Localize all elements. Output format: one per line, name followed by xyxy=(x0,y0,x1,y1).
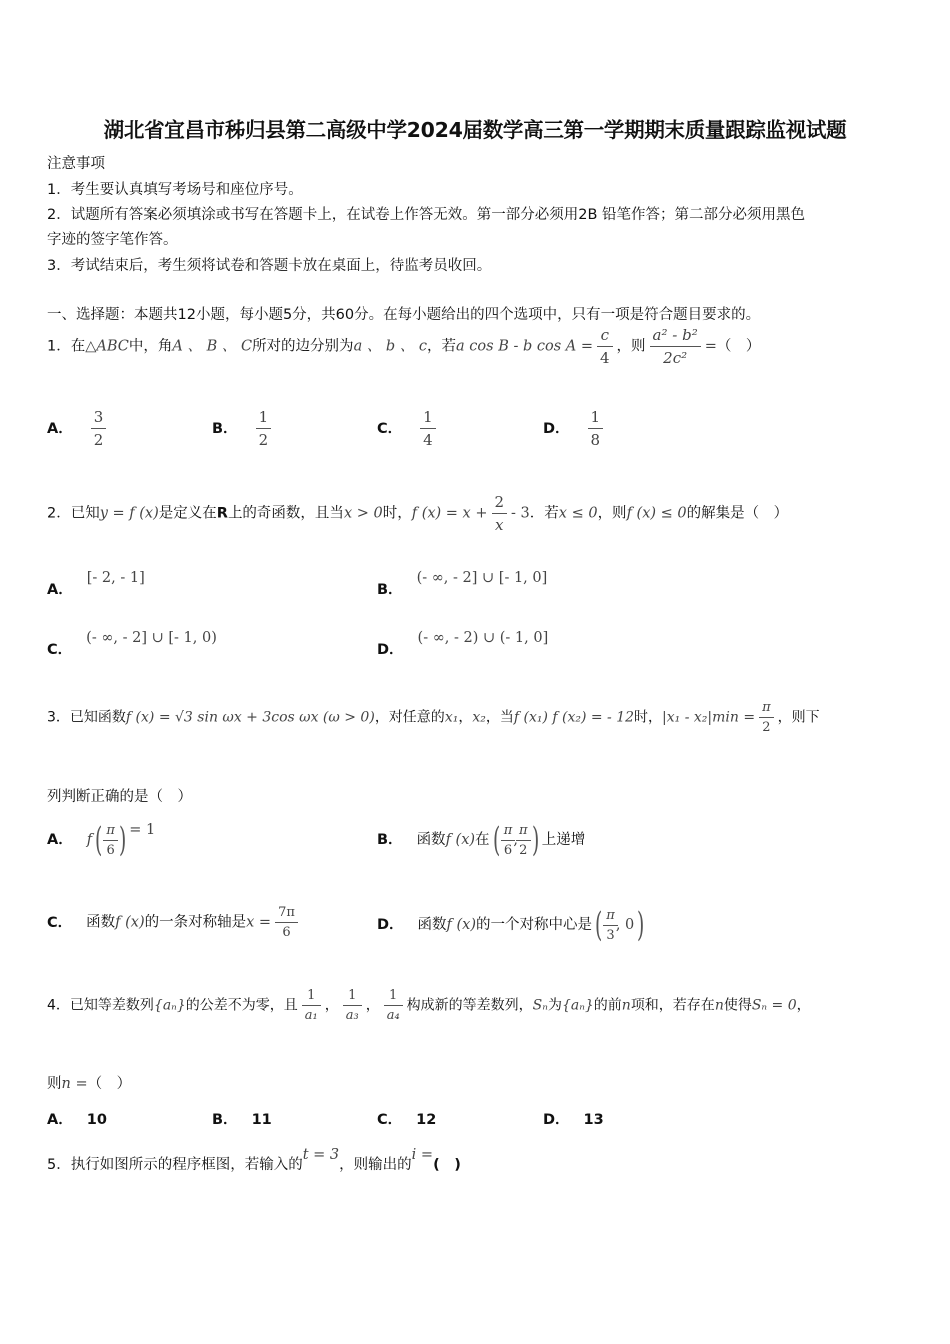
q3-x1: x₁ xyxy=(444,709,459,726)
q3-min-distance-math: |x₁ - x₂|min = xyxy=(662,709,756,726)
q1-text: 1．在 xyxy=(47,338,86,355)
q1-option-b[interactable]: B． $\frac{1}{2}$ xyxy=(212,408,275,449)
q1-triangle-math: △ABC xyxy=(85,338,129,355)
q1-text: 所对的边分别为 xyxy=(252,338,354,355)
q1-equals: = xyxy=(704,338,717,355)
q3-text: ，当 xyxy=(485,709,514,726)
q3-fraction: $\frac{\pi}{2}$ xyxy=(759,700,774,735)
q2-text: ，则 xyxy=(597,505,627,522)
question-2 xyxy=(47,493,788,534)
q2-condition-math: x > 0 xyxy=(343,505,383,522)
q4-text: 构成新的等差数列， xyxy=(406,997,533,1014)
q2-fraction: $\frac{2}{x}$ xyxy=(492,493,508,534)
q3-text: 时， xyxy=(634,709,663,726)
q4-text: 的公差不为零，且 xyxy=(185,997,298,1014)
q2-inequality-math: f (x) ≤ 0 xyxy=(626,505,687,522)
exam-title: 湖北省宜昌市秭归县第二高级中学2024届数学高三第一学期期末质量跟踪监视试题 xyxy=(103,118,847,142)
q3-option-a[interactable]: A． f( $\frac{\pi}{6}$ ) = 1 xyxy=(47,820,156,860)
q5-blank: ( ) xyxy=(433,1157,461,1173)
q1-blank: （ ） xyxy=(716,338,761,355)
q1-option-c[interactable]: C． $\frac{1}{4}$ xyxy=(377,408,440,449)
q1-sides-math: a 、 b 、 c xyxy=(353,338,428,355)
q2-text: 的解集是（ ） xyxy=(686,505,789,522)
q3-function-math: f (x) = √3 sin ωx + 3cos ωx (ω > 0) xyxy=(125,709,375,726)
notes-heading: 注意事项 xyxy=(47,156,105,172)
q2-domain-math: x ≤ 0 xyxy=(558,505,598,522)
q4-text: 为 xyxy=(547,997,562,1014)
q2-text: 时， xyxy=(382,505,412,522)
question-3 xyxy=(47,700,820,735)
q1-fraction-c-over-4: $\frac{c}{4}$ xyxy=(597,326,613,367)
q5-text: 5．执行如图所示的程序框图，若输入的 xyxy=(47,1157,303,1173)
q5-output-math: i = xyxy=(411,1147,434,1163)
q2-text: ．若 xyxy=(529,505,559,522)
q2-option-a[interactable]: A．[- 2, - 1] xyxy=(47,570,145,598)
q2-option-d[interactable]: D．(- ∞, - 2) ∪ (- 1, 0] xyxy=(377,630,549,658)
q1-condition-math: a cos B - b cos A = xyxy=(456,338,593,355)
q2-option-c[interactable]: C．(- ∞, - 2] ∪ [- 1, 0) xyxy=(47,630,217,658)
q4-text: ， xyxy=(796,997,811,1014)
q4-text: 使得 xyxy=(723,997,752,1014)
q5-input-math: t = 3 xyxy=(302,1147,340,1163)
question-1 xyxy=(47,326,760,367)
q3-option-b[interactable]: B． 函数f (x)在( $\frac{\pi}{6}$ , $\frac{\pi}{2}$ ) 上递增 xyxy=(377,820,586,860)
q1-text: 中，角 xyxy=(128,338,173,355)
q5-text: ，则输出的 xyxy=(339,1157,412,1173)
q1-text: ，若 xyxy=(427,338,457,355)
note-item-2: 2．试题所有答案必须填涂或书写在答题卡上，在试卷上作答无效。第一部分必须用2B 铅笔作答；第二部分必须用黑色 xyxy=(47,207,806,223)
q3-product-math: f (x₁) f (x₂) = - 12 xyxy=(513,709,635,726)
q3-text: ，则下 xyxy=(777,709,820,726)
question-4-cont: 则n =（ ） xyxy=(47,1076,132,1092)
q4-text: 4．已知等差数列 xyxy=(47,997,154,1014)
q4-sequence-math: {aₙ} xyxy=(153,997,186,1014)
q4-option-b[interactable]: B． 11 xyxy=(212,1112,272,1128)
q2-option-b[interactable]: B．(- ∞, - 2] ∪ [- 1, 0] xyxy=(377,570,548,598)
q4-n-2: n xyxy=(714,997,724,1014)
q2-reals: R xyxy=(216,505,228,522)
q2-text: 是定义在 xyxy=(158,505,217,522)
question-4: 4．已知等差数列{aₙ}的公差不为零，且 $\frac{1}{\text{a₁}}$ ， $\frac{1}{\text{a₃}}$ ， $\frac{1}{\text{a₄}}$ 构成新的等差数列，Sₙ为{aₙ}的前n项和，若存在n使得Sₙ = 0， xyxy=(47,988,811,1023)
q3-option-d[interactable]: D． 函数f (x)的一个对称中心是( $\frac{\pi}{3}$ , 0) xyxy=(377,905,645,945)
q2-text: 上的奇函数，且当 xyxy=(227,505,344,522)
q3-text: ， xyxy=(458,709,473,726)
q4-text: 的前 xyxy=(593,997,622,1014)
q4-text: 项和，若存在 xyxy=(630,997,715,1014)
q4-n: n xyxy=(621,997,631,1014)
q1-text: ，则 xyxy=(616,338,646,355)
q4-option-c[interactable]: C． 12 xyxy=(377,1112,437,1128)
q3-text: 3．已知函数 xyxy=(47,709,126,726)
q2-formula-math: f (x) = x + xyxy=(411,505,488,522)
q1-option-a[interactable]: A． $\frac{3}{2}$ xyxy=(47,408,110,449)
q1-target-fraction: $\frac{\text{a² - b²}}{\text{2c²}}$ xyxy=(650,326,701,367)
q4-condition-math: Sₙ = 0 xyxy=(751,997,797,1014)
q4-sequence-math-2: {aₙ} xyxy=(561,997,594,1014)
q1-angles-math: A 、 B 、 C xyxy=(172,338,253,355)
q3-x2: x₂ xyxy=(472,709,486,726)
note-item-2-cont: 字迹的签字笔作答。 xyxy=(47,232,178,248)
q1-option-d[interactable]: D． $\frac{1}{8}$ xyxy=(543,408,607,449)
q3-option-c[interactable]: C． 函数f (x)的一条对称轴是x = $\frac{7\pi}{6}$ xyxy=(47,905,302,940)
q4-option-a[interactable]: A． 10 xyxy=(47,1112,107,1128)
note-item-1: 1．考生要认真填写考场号和座位序号。 xyxy=(47,182,303,198)
q4-sum-math: Sₙ xyxy=(532,997,548,1014)
q2-formula-tail: - 3 xyxy=(511,505,530,522)
section-heading: 一、选择题：本题共12小题，每小题5分，共60分。在每小题给出的四个选项中，只有一项是符合题目要求的。 xyxy=(47,307,761,323)
q2-function-math: y = f (x) xyxy=(99,505,159,522)
q3-text: ，对任意的 xyxy=(374,709,445,726)
note-item-3: 3．考试结束后，考生须将试卷和答题卡放在桌面上，待监考员收回。 xyxy=(47,258,492,274)
q4-option-d[interactable]: D． 13 xyxy=(543,1112,604,1128)
question-5 xyxy=(47,1147,461,1174)
q2-text: 2．已知 xyxy=(47,505,100,522)
question-3-cont: 列判断正确的是（ ） xyxy=(47,789,192,805)
